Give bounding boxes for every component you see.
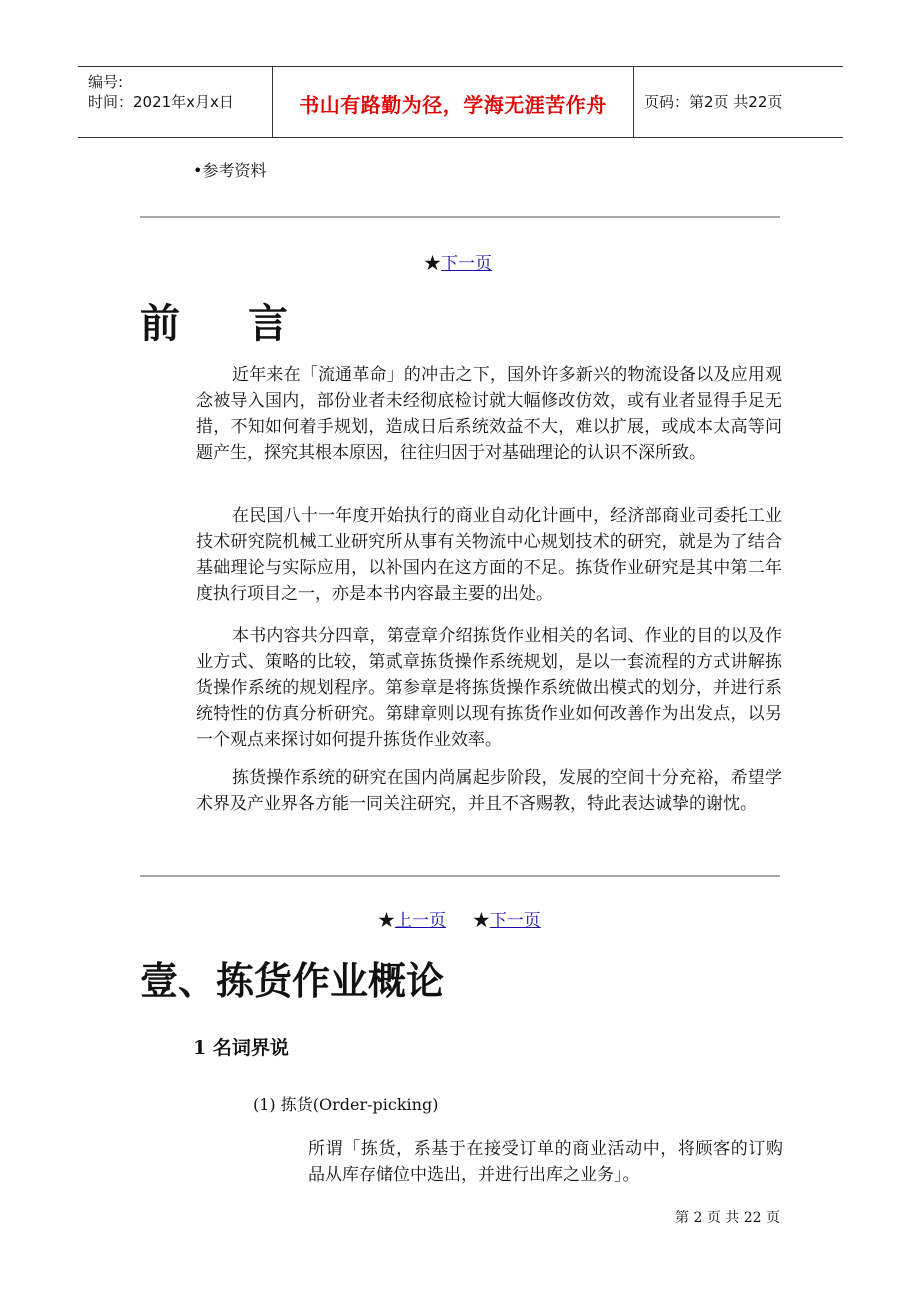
- preface-paragraph: 在民国八十一年度开始执行的商业自动化计画中，经济部商业司委托工业技术研究院机械工业研究所从事有关物流中心规划技术的研究，就是为了结合基础理论与实际应用，以补国内在这方面的不足。拣货作业研究是其中第二年度执行项目之一，亦是本书内容最主要的出处。: [196, 506, 782, 604]
- divider: [140, 875, 780, 877]
- term-definition: 所谓「拣货，系基于在接受订单的商业活动中，将顾客的订购品从库存储位中选出，并进行出库之业务」。: [308, 1139, 783, 1185]
- preface-title-char-1: 前: [140, 300, 182, 347]
- preface-paragraph: 近年来在「流通革命」的冲击之下，国外许多新兴的物流设备以及应用观念被导入国内，部份业者未经彻底检讨就大幅修改仿效，或有业者显得手足无措，不知如何着手规划，造成日后系统效益不大，难以扩展，或成本太高等问题产生，探究其根本原因，往往归因于对基础理论的认识不深所致。: [196, 365, 782, 463]
- preface-heading: [140, 292, 290, 349]
- nav-top: [424, 249, 492, 274]
- page-footer: 第 2 页 共 22 页: [675, 1210, 780, 1226]
- date-label: 时间：2021年x月x日: [88, 93, 234, 111]
- star-icon: ★: [472, 911, 490, 931]
- motto-text: 书山有路勤为径，学海无涯苦作舟: [299, 93, 607, 117]
- page-number-label: 页码：第2页 共22页: [644, 93, 783, 111]
- term-item: (1) 拣货(Order-picking): [253, 1095, 439, 1114]
- chapter-heading: 壹、拣货作业概论: [140, 958, 445, 1003]
- header-info-cell: [78, 67, 273, 137]
- next-page-link[interactable]: 下一页: [441, 254, 492, 274]
- header-table: [78, 66, 843, 138]
- section-heading: 1 名词界说: [193, 1037, 289, 1059]
- star-icon: ★: [424, 254, 441, 274]
- preface-paragraph: 拣货操作系统的研究在国内尚属起步阶段，发展的空间十分充裕，希望学术界及产业界各方能一同关注研究，并且不吝赐教，特此表达诚挚的谢忱。: [196, 768, 782, 814]
- document-number-label: 编号:: [88, 73, 124, 91]
- header-page-cell: [634, 67, 843, 137]
- next-page-link[interactable]: 下一页: [489, 911, 541, 931]
- divider: [140, 216, 780, 218]
- reference-item[interactable]: •参考资料: [193, 161, 267, 180]
- nav-middle: [378, 906, 541, 931]
- preface-title-char-2: 言: [248, 300, 290, 347]
- header-motto-cell: [273, 67, 634, 137]
- star-icon: ★: [378, 911, 395, 931]
- preface-paragraph: 本书内容共分四章，第壹章介绍拣货作业相关的名词、作业的目的以及作业方式、策略的比较，第贰章拣货操作系统规划，是以一套流程的方式讲解拣货操作系统的规划程序。第参章是将拣货操作系统做出模式的划分，并进行系统特性的仿真分析研究。第肆章则以现有拣货作业如何改善作为出发点，以另一个观点来探讨如何提升拣货作业效率。: [196, 626, 782, 750]
- prev-page-link[interactable]: 上一页: [395, 911, 446, 931]
